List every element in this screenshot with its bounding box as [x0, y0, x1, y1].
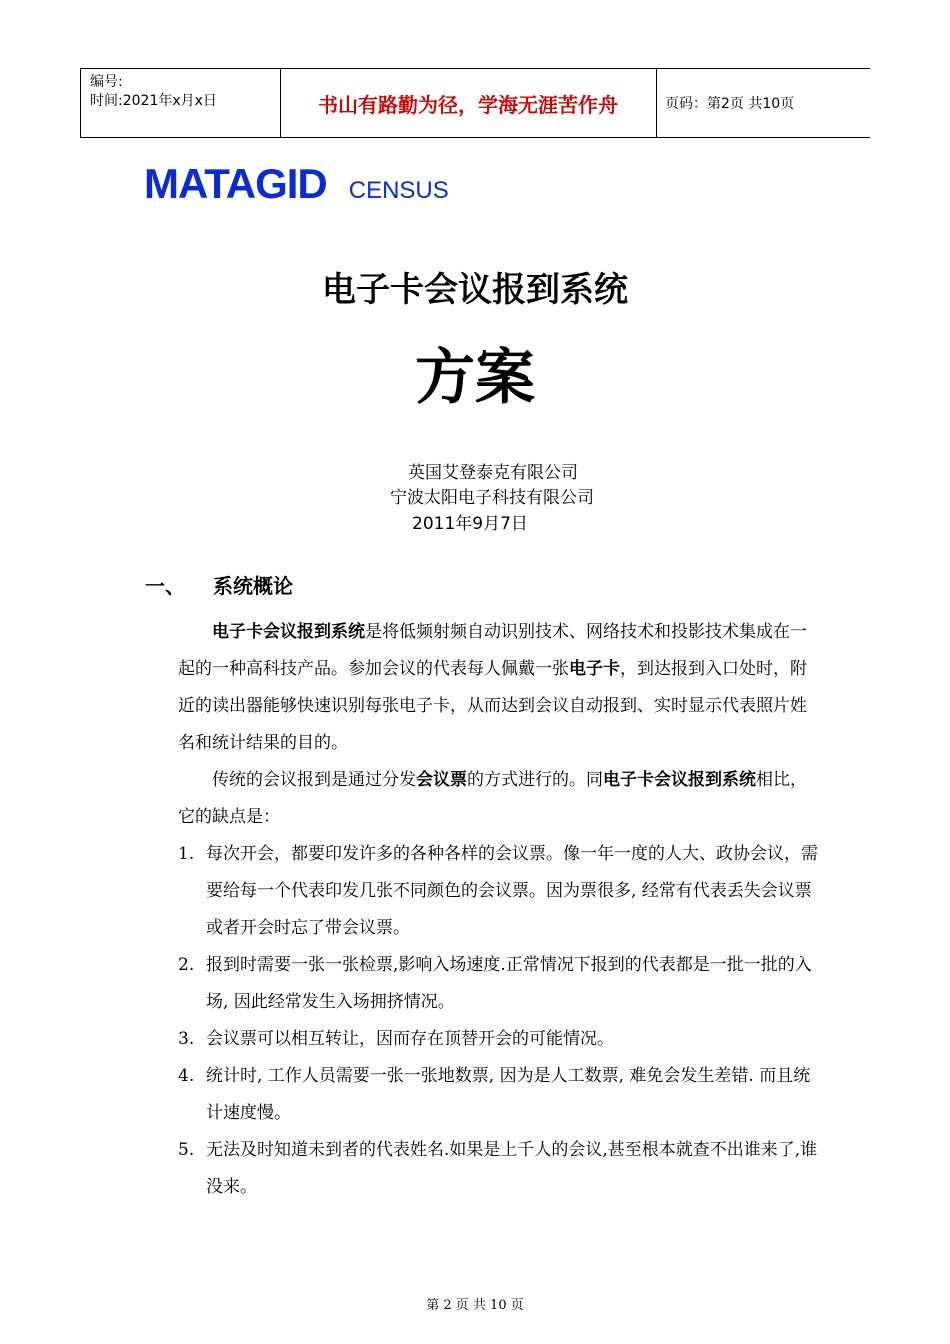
bold-term: 电子卡: [569, 659, 620, 679]
time-label: 时间:2021年x月x日: [90, 93, 217, 109]
list-text: 每次开会，都要印发许多的各种各样的会议票。像一年一度的人大、政协会议，需要给每一个代表印发几张不同颜色的会议票。因为票很多, 经常有代表丢失会议票或者开会时忘了带会议票。: [206, 844, 818, 938]
drawbacks-list: [178, 836, 818, 1206]
bold-term: 电子卡会议报到系统: [212, 622, 365, 642]
text-run: ，到达报到入口处时，附近的读出器能够快速识别每张电子卡，从而达到会议自动报到、实时显示代表照片姓名和统计结果的目的。: [178, 659, 807, 753]
company-logo: [144, 160, 449, 208]
body-text: [178, 614, 814, 836]
list-item: [178, 1132, 818, 1206]
text-run: 是将低频射频自动识别技术、网络技术和投影技术集成在一起的一种高科技产品。参加会议的代表每人佩戴一张: [178, 622, 807, 679]
list-text: 统计时, 工作人员需要一张一张地数票, 因为是人工数票, 难免会发生差错. 而且统计速度慢。: [206, 1066, 811, 1123]
section-heading: [145, 570, 293, 599]
page-footer: 第 2 页 共 10 页: [426, 1298, 524, 1313]
logo-sub-text: CENSUS: [348, 177, 449, 204]
paragraph: [178, 762, 814, 836]
company-name-1: 英国艾登泰克有限公司: [408, 463, 578, 483]
text-run: 传统的会议报到是通过分发: [212, 770, 416, 790]
text-run: 相比，它的缺点是：: [178, 770, 807, 827]
bold-term: 会议票: [416, 770, 467, 790]
document-date: 2011年9月7日: [412, 514, 528, 534]
list-number: 3.: [178, 1029, 195, 1049]
section-title: 系统概论: [213, 574, 293, 598]
number-label: 编号:: [90, 74, 123, 90]
text-run: 的方式进行的。同: [467, 770, 603, 790]
list-text: 无法及时知道未到者的代表姓名.如果是上千人的会议,甚至根本就查不出谁来了,谁没来。: [206, 1140, 818, 1197]
document-title: 电子卡会议报到系统: [322, 270, 628, 310]
list-item: [178, 1058, 818, 1132]
list-item: [178, 1021, 818, 1058]
list-number: 2.: [178, 955, 195, 975]
document-header: [80, 68, 870, 138]
section-number: 一、: [145, 574, 185, 598]
list-item: [178, 947, 818, 1021]
list-text: 报到时需要一张一张检票,影响入场速度.正常情况下报到的代表都是一批一批的入场, 因此经常发生入场拥挤情况。: [206, 955, 812, 1012]
logo-main-text: MATAGID: [144, 160, 327, 207]
list-number: 4.: [178, 1066, 195, 1086]
bold-term: 电子卡会议报到系统: [603, 770, 756, 790]
list-text: 会议票可以相互转让，因而存在顶替开会的可能情况。: [206, 1029, 614, 1049]
list-number: 5.: [178, 1140, 195, 1160]
header-divider: [656, 69, 657, 137]
header-meta: [90, 73, 217, 111]
company-name-2: 宁波太阳电子科技有限公司: [390, 488, 594, 508]
header-motto: 书山有路勤为径，学海无涯苦作舟: [318, 92, 618, 117]
list-number: 1.: [178, 844, 195, 864]
list-item: [178, 836, 818, 947]
header-page-info: 页码：第2页 共10页: [665, 96, 795, 112]
document-subtitle: 方案: [415, 343, 535, 413]
header-divider: [80, 69, 81, 137]
paragraph: [178, 614, 814, 762]
